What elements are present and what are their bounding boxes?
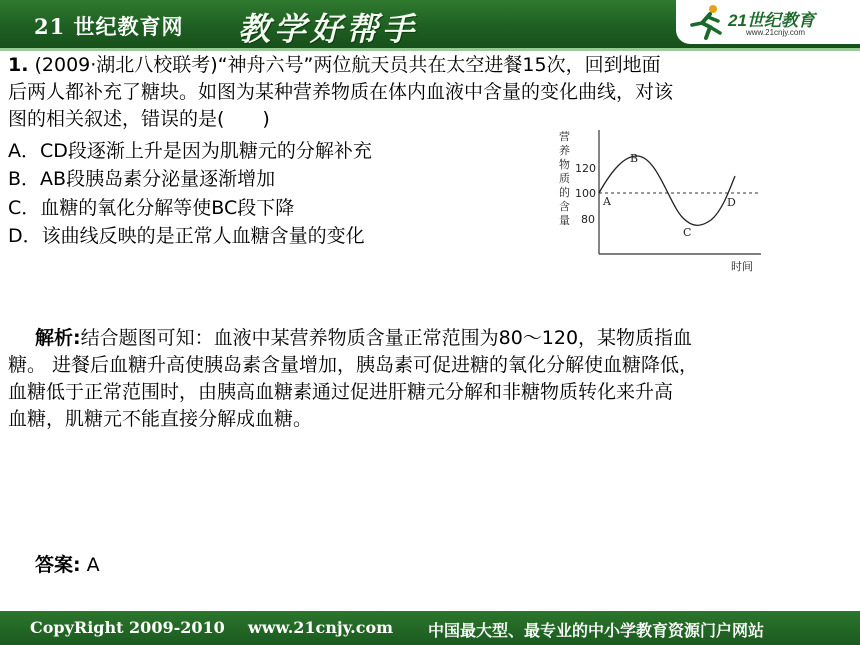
y-axis-label-char: 的 — [559, 186, 570, 199]
banner-divider — [0, 48, 860, 51]
point-b-label: B — [630, 152, 639, 165]
answer-value: A — [80, 554, 100, 576]
question-line-3: 图的相关叙述，错误的是( ) — [8, 108, 270, 130]
question-number: 1. — [8, 54, 29, 76]
analysis-label: 解析: — [35, 327, 81, 349]
y-axis-label — [559, 129, 570, 227]
point-a-label: A — [603, 195, 611, 208]
x-axis-label: 时间 — [731, 260, 753, 273]
question-line-1: 1. (2009·湖北八校联考)“神舟六号”两位航天员共在太空进餐15次，回到地面 — [8, 54, 661, 76]
logo-text: 21世纪教育 — [728, 11, 815, 30]
logo[interactable] — [676, 0, 860, 44]
answer — [35, 552, 100, 579]
footer-copyright: CopyRight 2009-2010 — [30, 618, 225, 637]
y-axis-label-char: 量 — [559, 214, 570, 227]
analysis-line-2: 糖。 进餐后血糖升高使胰岛素含量增加，胰岛素可促进糖的氧化分解使血糖降低， — [8, 354, 699, 376]
blood-nutrient-graph — [553, 126, 768, 276]
y-axis-label-char: 质 — [559, 172, 570, 185]
y-axis-label-char: 养 — [559, 144, 570, 157]
point-c-label: C — [683, 226, 692, 239]
analysis-line-1: 解析:结合题图可知：血液中某营养物质含量正常范围为80～120，某物质指血 — [35, 327, 693, 349]
y-axis-label-char: 含 — [559, 200, 570, 213]
footer-tagline: 中国最大型、最专业的中小学教育资源门户网站 — [428, 621, 765, 640]
tick-120: 120 — [575, 162, 596, 175]
tick-80: 80 — [581, 213, 595, 226]
option-c: C．血糖的氧化分解等使BC段下降 — [8, 197, 295, 219]
nutrient-curve — [599, 156, 735, 225]
option-d: D．该曲线反映的是正常人血糖含量的变化 — [8, 225, 365, 247]
option-b: B．AB段胰岛素分泌量逐渐增加 — [8, 168, 276, 190]
analysis-line-4: 血糖，肌糖元不能直接分解成血糖。 — [8, 408, 313, 430]
footer-banner — [0, 611, 860, 645]
question-line-2: 后两人都补充了糖块。如图为某种营养物质在体内血液中含量的变化曲线，对该 — [8, 81, 674, 103]
answer-label: 答案: — [35, 554, 81, 576]
logo-url: www.21cnjy.com — [746, 28, 805, 37]
y-axis-label-char: 物 — [559, 158, 570, 171]
option-a: A．CD段逐渐上升是因为肌糖元的分解补充 — [8, 140, 372, 162]
site-name: 21 世纪教育网 — [34, 14, 184, 39]
point-d-label: D — [727, 196, 736, 209]
runner-logo-icon — [686, 3, 728, 41]
y-axis-label-char: 营 — [559, 130, 570, 143]
footer-url[interactable]: www.21cnjy.com — [248, 618, 394, 637]
analysis-line-3: 血糖低于正常范围时，由胰高血糖素通过促进肝糖元分解和非糖物质转化来升高 — [8, 381, 674, 403]
header-banner — [0, 0, 860, 48]
tick-100: 100 — [575, 187, 596, 200]
slogan: 教学好帮手 — [238, 10, 419, 48]
